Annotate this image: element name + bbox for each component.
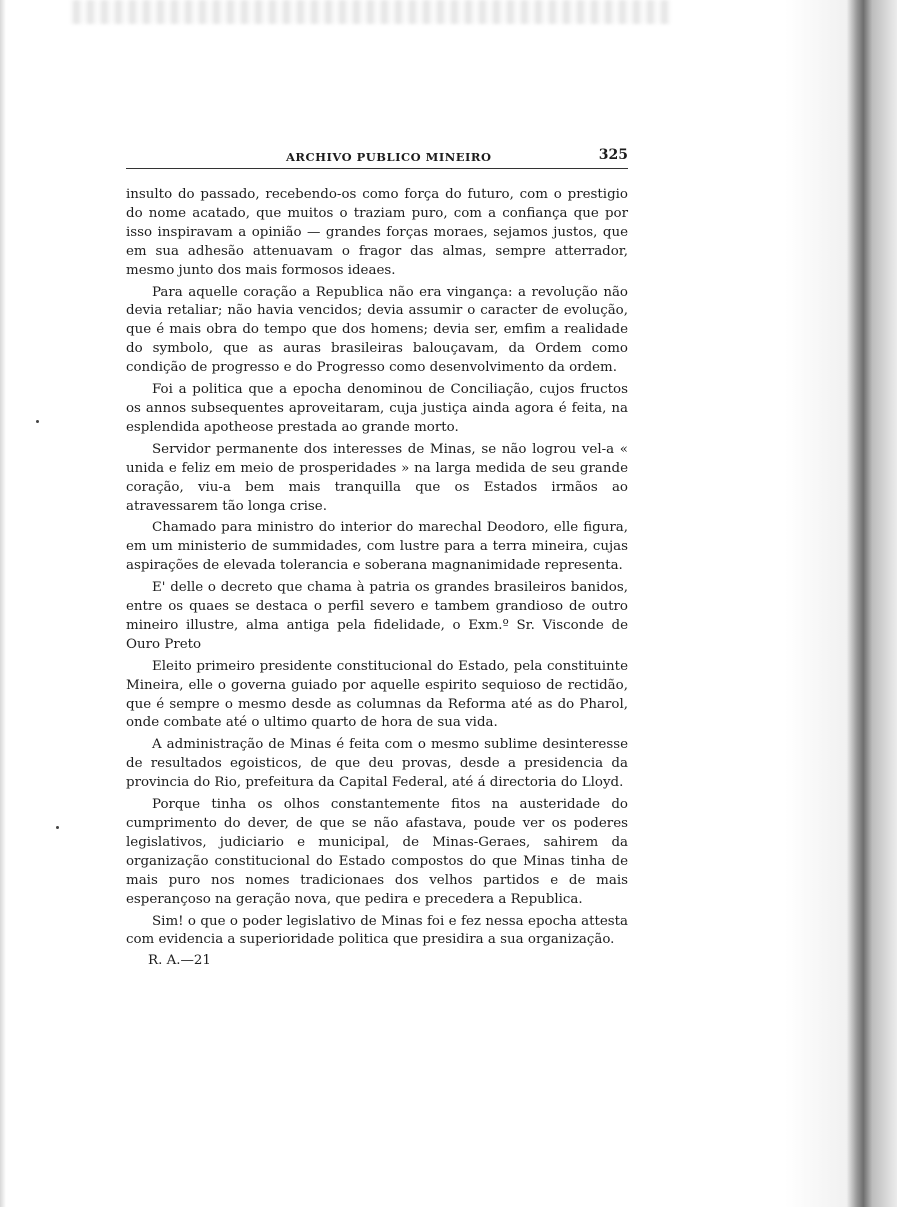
paragraph: Sim! o que o poder legislativo de Minas foi e fez nessa epocha attesta com evidencia a superioridade politica que presidira a sua organização.: [126, 913, 628, 948]
paragraph: Porque tinha os olhos constantemente fitos na austeridade do cumprimento do dever, de que se não afastava, poude ver os poderes legislativos, judiciario e municipal, de Minas-Geraes, sahirem da organização constitucional do Estado compostos do que Minas tinha de mais puro nos nomes tradicionaes dos velhos partidos e de mais esperançoso na geração nova, que pedira e precedera a Republica.: [126, 797, 628, 907]
document-page: [126, 146, 628, 968]
paragraph: Para aquelle coração a Republica não era vingança: a revolução não devia retaliar; não havia vencidos; devia assumir o caracter de evolução, que é mais obra do tempo que dos homens; devia ser, emfim a realidade do symbolo, que as auras brasileiras balouçavam, da Ordem como condição de progresso e do Progresso como desenvolvimento da ordem.: [126, 284, 628, 376]
paragraph: insulto do passado, recebendo-os como força do futuro, com o prestigio do nome acatado, que muitos o traziam puro, com a confiança que por isso inspiravam a opinião — grandes forças moraes, sejamos justos, que em sua adhesão attenuavam o fragor das almas, sempre atterrador, mesmo junto dos mais formosos ideaes.: [126, 187, 628, 278]
running-header: [126, 146, 628, 169]
scan-artifact-top: [70, 0, 670, 24]
scan-speck: [56, 826, 59, 829]
paragraph: A administração de Minas é feita com o mesmo sublime desinteresse de resultados egoisticos, de que deu provas, desde a presidencia da provincia do Rio, prefeitura da Capital Federal, até á directoria do Lloyd.: [126, 737, 628, 791]
paragraph: Eleito primeiro presidente constitucional do Estado, pela constituinte Mineira, elle o governa guiado por aquelle espirito sequioso de rectidão, que é sempre o mesmo desde as columnas da Reforma até as do Pharol, onde combate até o ultimo quarto de hora de sua vida.: [126, 658, 628, 731]
paragraph: Chamado para ministro do interior do marechal Deodoro, elle figura, em um ministerio de summidades, com lustre para a terra mineira, cujas aspirações de elevada tolerancia e soberana magnanimidade representa.: [126, 520, 628, 574]
body-text: [126, 186, 628, 950]
scan-speck: [36, 420, 39, 423]
paragraph: Foi a politica que a epocha denominou de Conciliação, cujos fructos os annos subsequentes aproveitaram, cuja justiça ainda agora é feita, na esplendida apotheose prestada ao grande morto.: [126, 382, 628, 435]
paragraph: Servidor permanente dos interesses de Minas, se não logrou vel-a « unida e feliz em meio de prosperidades » na larga medida de seu grande coração, viu-a bem mais tranquilla que os Estados irmãos ao atravessarem tão longa crise.: [126, 441, 628, 514]
running-header-title: ARCHIVO PUBLICO MINEIRO: [286, 150, 492, 164]
paragraph: E' delle o decreto que chama à patria os grandes brasileiros banidos, entre os quaes se destaca o perfil severo e tambem grandioso de outro mineiro illustre, alma antiga pela fidelidade, o Exm.º Sr. Visconde de Ouro Preto: [126, 580, 628, 652]
signature-mark: R. A.—21: [148, 953, 211, 969]
page-number: 325: [598, 147, 628, 163]
scan-artifact-left: [0, 0, 6, 1207]
scan-artifact-right-binding: [785, 0, 897, 1207]
